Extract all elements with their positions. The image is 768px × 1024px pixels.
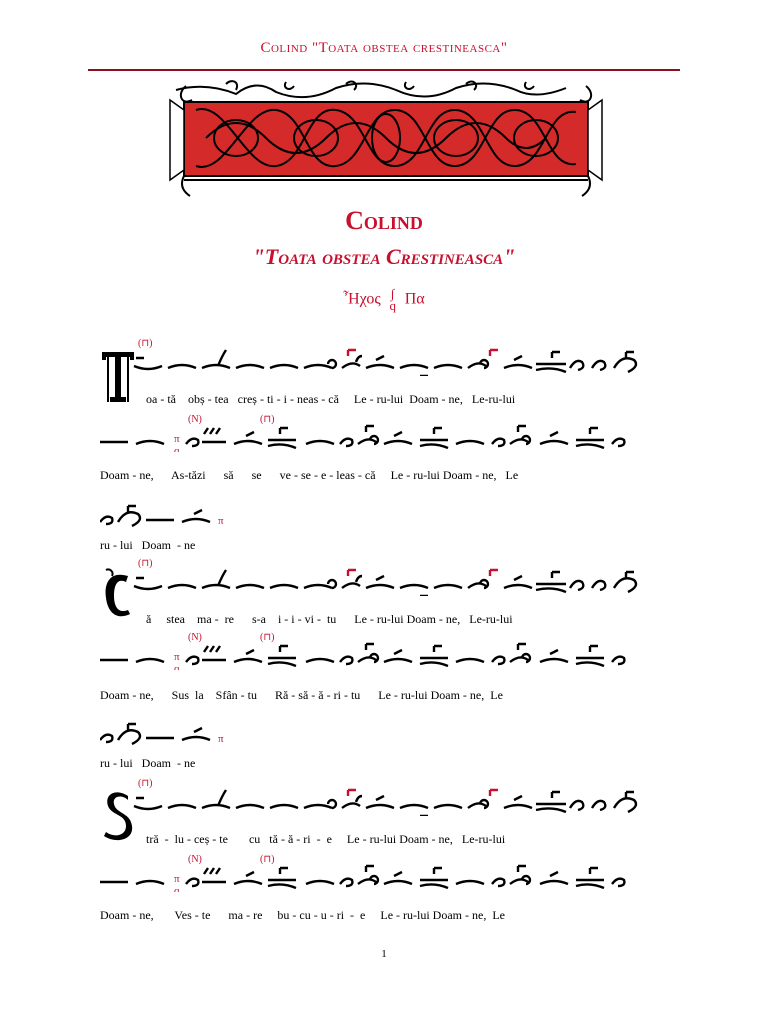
running-header: Colind "Toata obstea crestineasca" [260,40,508,56]
neume-line-2-3 [100,708,300,748]
neume-line-2-2 [100,630,670,670]
lyric-line: Doam - ne, Sus la Sfân - tu Ră - să - ă - ri - tu Le - ru-lui Doam - ne, Le [100,688,503,702]
lyric-line: oa - tă obș - tea creș - ti - i - neas - că Le - ru-lui Doam - ne, Le-ru-lui [146,392,516,406]
lyric-line: ru - lui Doam - ne [100,756,196,770]
neume-line-1-1 [100,336,670,376]
ornament-banner-icon [166,80,606,202]
echos-mode: Πα [404,290,425,308]
neume-line-1-2 [100,412,670,452]
neume-line-3-1 [100,776,670,816]
echos-sign [385,288,401,312]
echos-sign-bottom: q [389,298,396,313]
neume-line-3-2 [100,852,670,892]
lyric-line: tră - lu - ceș - te cu tă - ă - ri - e Le - ru-lui Doam - ne, Le-ru-lui [146,832,506,846]
neume-line-2-1 [100,556,670,596]
subtitle: "Toata obstea Crestineasca" [252,244,516,269]
echos-line [0,288,768,312]
echos-label: Ἦχος [343,290,381,308]
lyric-line: ă stea ma - re s-a i - i - vi - tu Le - ru-lui Doam - ne, Le-ru-lui [146,612,513,626]
lyric-line: Doam - ne, As-tăzi să se ve - se - e - leas - că Le - ru-lui Doam - ne, Le [100,468,519,482]
lyric-line: Doam - ne, Ves - te ma - re bu - cu - u - ri - e Le - ru-lui Doam - ne, Le [100,908,505,922]
title: Colind [345,206,423,235]
neume-line-1-3 [100,490,300,530]
page-number: 1 [381,948,387,960]
header-rule [88,69,680,71]
echos-sign-top: ∫ [390,286,395,301]
lyric-line: ru - lui Doam - ne [100,538,196,552]
